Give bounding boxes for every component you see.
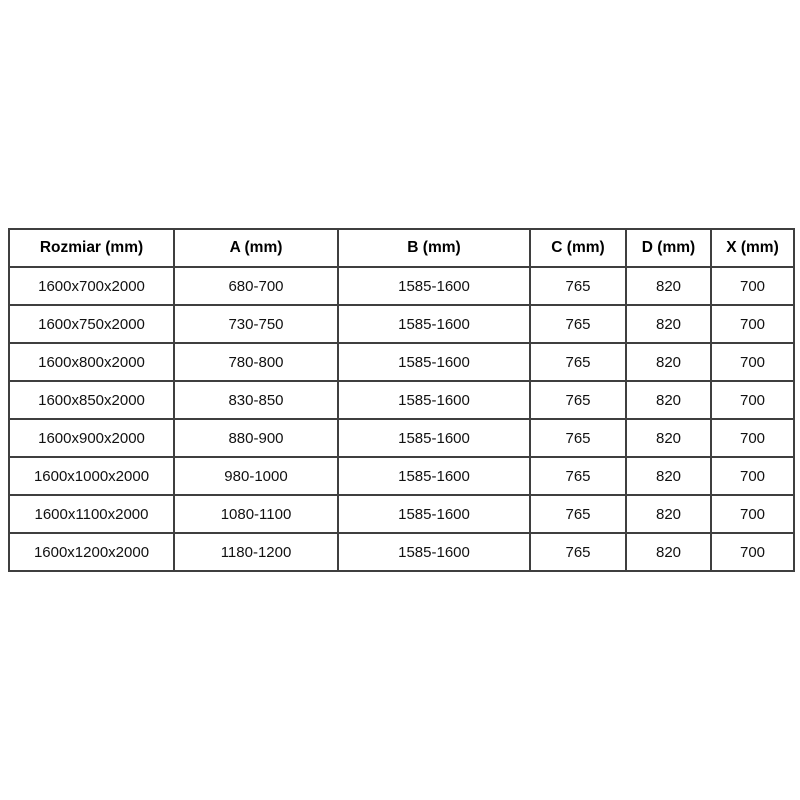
table-row	[9, 457, 794, 495]
table-cell-d: 820	[626, 495, 711, 533]
table-row	[9, 533, 794, 571]
table-cell-d: 820	[626, 343, 711, 381]
table-cell-rozmiar: 1600x1100x2000	[9, 495, 174, 533]
table-row	[9, 343, 794, 381]
table-cell-b: 1585-1600	[338, 267, 530, 305]
table-cell-rozmiar: 1600x750x2000	[9, 305, 174, 343]
table-row	[9, 305, 794, 343]
table-cell-b: 1585-1600	[338, 419, 530, 457]
table-cell-a: 680-700	[174, 267, 338, 305]
table-row	[9, 381, 794, 419]
table-cell-rozmiar: 1600x800x2000	[9, 343, 174, 381]
table-cell-c: 765	[530, 419, 626, 457]
table-cell-rozmiar: 1600x700x2000	[9, 267, 174, 305]
table-cell-x: 700	[711, 267, 794, 305]
table-cell-a: 730-750	[174, 305, 338, 343]
header-row	[9, 229, 794, 267]
table-cell-d: 820	[626, 267, 711, 305]
table-cell-a: 780-800	[174, 343, 338, 381]
table-cell-c: 765	[530, 267, 626, 305]
table-cell-b: 1585-1600	[338, 305, 530, 343]
table-cell-a: 980-1000	[174, 457, 338, 495]
table-cell-a: 830-850	[174, 381, 338, 419]
header-cell-x: X (mm)	[711, 229, 794, 267]
header-cell-c: C (mm)	[530, 229, 626, 267]
table-cell-rozmiar: 1600x900x2000	[9, 419, 174, 457]
table-cell-c: 765	[530, 533, 626, 571]
table-cell-x: 700	[711, 343, 794, 381]
table-cell-c: 765	[530, 305, 626, 343]
table-cell-rozmiar: 1600x1000x2000	[9, 457, 174, 495]
table-row	[9, 495, 794, 533]
table-cell-rozmiar: 1600x1200x2000	[9, 533, 174, 571]
table-cell-b: 1585-1600	[338, 343, 530, 381]
table-cell-x: 700	[711, 419, 794, 457]
table-cell-rozmiar: 1600x850x2000	[9, 381, 174, 419]
table-cell-d: 820	[626, 533, 711, 571]
table-cell-d: 820	[626, 457, 711, 495]
header-cell-b: B (mm)	[338, 229, 530, 267]
table-cell-c: 765	[530, 343, 626, 381]
table-cell-x: 700	[711, 305, 794, 343]
table-row	[9, 267, 794, 305]
table-cell-a: 880-900	[174, 419, 338, 457]
table-cell-c: 765	[530, 381, 626, 419]
table-cell-b: 1585-1600	[338, 457, 530, 495]
table-cell-b: 1585-1600	[338, 381, 530, 419]
table-row	[9, 419, 794, 457]
header-cell-rozmiar: Rozmiar (mm)	[9, 229, 174, 267]
size-spec-table	[8, 228, 795, 572]
table-cell-x: 700	[711, 381, 794, 419]
table-cell-d: 820	[626, 381, 711, 419]
table-cell-b: 1585-1600	[338, 495, 530, 533]
header-cell-a: A (mm)	[174, 229, 338, 267]
table-cell-x: 700	[711, 495, 794, 533]
table-cell-b: 1585-1600	[338, 533, 530, 571]
table-cell-d: 820	[626, 419, 711, 457]
table-cell-d: 820	[626, 305, 711, 343]
table-cell-x: 700	[711, 533, 794, 571]
table-cell-a: 1080-1100	[174, 495, 338, 533]
table-cell-c: 765	[530, 457, 626, 495]
table-cell-a: 1180-1200	[174, 533, 338, 571]
table-cell-c: 765	[530, 495, 626, 533]
table-cell-x: 700	[711, 457, 794, 495]
header-cell-d: D (mm)	[626, 229, 711, 267]
